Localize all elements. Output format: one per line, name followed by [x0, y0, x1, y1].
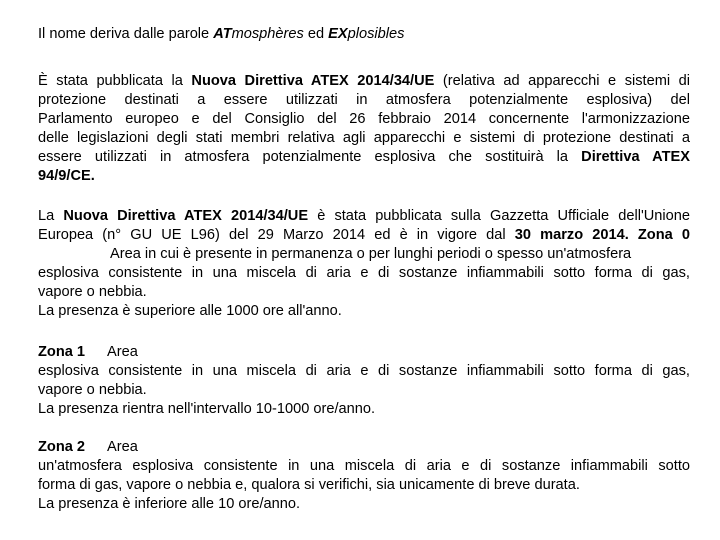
- zona2-line-3: forma di gas, vapore o nebbia e, qualora si verifichi, sia unicamente di breve durata.: [38, 477, 580, 493]
- p1-line1-a: È stata pubblicata la: [38, 73, 192, 89]
- p1-line-1: [38, 72, 690, 91]
- p1-line-4: delle legislazioni degli stati membri relativa agli apparecchi e sistemi di protezione destinati a: [38, 130, 690, 146]
- zona1-section: [38, 343, 690, 419]
- p2-line-1: [38, 207, 690, 226]
- p1-line-3: Parlamento europeo e del Consiglio del 26 febbraio 2014 concernente l'armonizzazione: [38, 111, 690, 127]
- paragraph-directive: [38, 72, 690, 186]
- p1-line5-bold: Direttiva ATEX: [581, 149, 690, 165]
- p2-line-6: La presenza è superiore alle 1000 ore all'anno.: [38, 303, 342, 319]
- intro-word2-bold: EX: [328, 26, 348, 42]
- zona2-area: Area: [107, 439, 138, 455]
- zona1-line-3: vapore o nebbia.: [38, 382, 147, 398]
- intro-word2-rest: plosibles: [347, 26, 405, 42]
- zona1-line-2: esplosiva consistente in una miscela di aria e di sostanze infiammabili sotto forma di gas,: [38, 363, 690, 379]
- zona2-line-4: La presenza è inferiore alle 10 ore/anno.: [38, 496, 301, 512]
- p1-line-2: protezione destinati a essere utilizzati in atmosfera potenzialmente esplosiva) del: [38, 92, 690, 108]
- p2-line1-a: La: [38, 208, 64, 224]
- zona2-line-2: un'atmosfera esplosiva consistente in una miscela di aria e di sostanze infiammabili sotto: [38, 458, 690, 474]
- intro-prefix: Il nome deriva dalle parole: [38, 26, 214, 42]
- zona2-title: Zona 2: [38, 439, 86, 455]
- intro-word1-bold: AT: [213, 26, 232, 42]
- p2-line2-bold: 30 marzo 2014. Zona 0: [514, 227, 690, 243]
- p2-line-4: esplosiva consistente in una miscela di aria e di sostanze infiammabili sotto forma di gas,: [38, 265, 690, 281]
- zona1-title: Zona 1: [38, 344, 86, 360]
- p1-line5-a: essere utilizzati in atmosfera potenzialmente esplosiva che sostituirà la: [38, 149, 582, 165]
- p2-line-5: vapore o nebbia.: [38, 284, 147, 300]
- intro-mid: ed: [303, 26, 329, 42]
- p2-line1-bold: Nuova Direttiva ATEX 2014/34/UE: [63, 208, 309, 224]
- intro-line: [38, 25, 690, 44]
- p2-line-2: [38, 226, 690, 245]
- zona0-area-line: Area in cui è presente in permanenza o per lunghi periodi o spesso un'atmosfera: [110, 246, 632, 262]
- p1-line1-c: (relativa ad apparecchi e sistemi di: [434, 73, 691, 89]
- p1-line-5: [38, 148, 690, 167]
- p1-line6-bold: 94/9/CE.: [38, 168, 95, 184]
- zona1-area: Area: [107, 344, 138, 360]
- p2-line1-c: è stata pubblicata sulla Gazzetta Ufficiale dell'Unione: [308, 208, 691, 224]
- zona2-heading: [38, 438, 690, 457]
- p2-line2-a: Europea (n° GU UE L96) del 29 Marzo 2014 ed è in vigore dal: [38, 227, 515, 243]
- paragraph-publication-zona0: [38, 207, 690, 321]
- p1-line1-bold: Nuova Direttiva ATEX 2014/34/UE: [191, 73, 435, 89]
- zona1-line-4: La presenza rientra nell'intervallo 10-1000 ore/anno.: [38, 401, 376, 417]
- zona1-heading: [38, 343, 690, 362]
- intro-word1-rest: mosphères: [231, 26, 304, 42]
- p1-line-6: [38, 167, 690, 186]
- zona2-section: [38, 438, 690, 514]
